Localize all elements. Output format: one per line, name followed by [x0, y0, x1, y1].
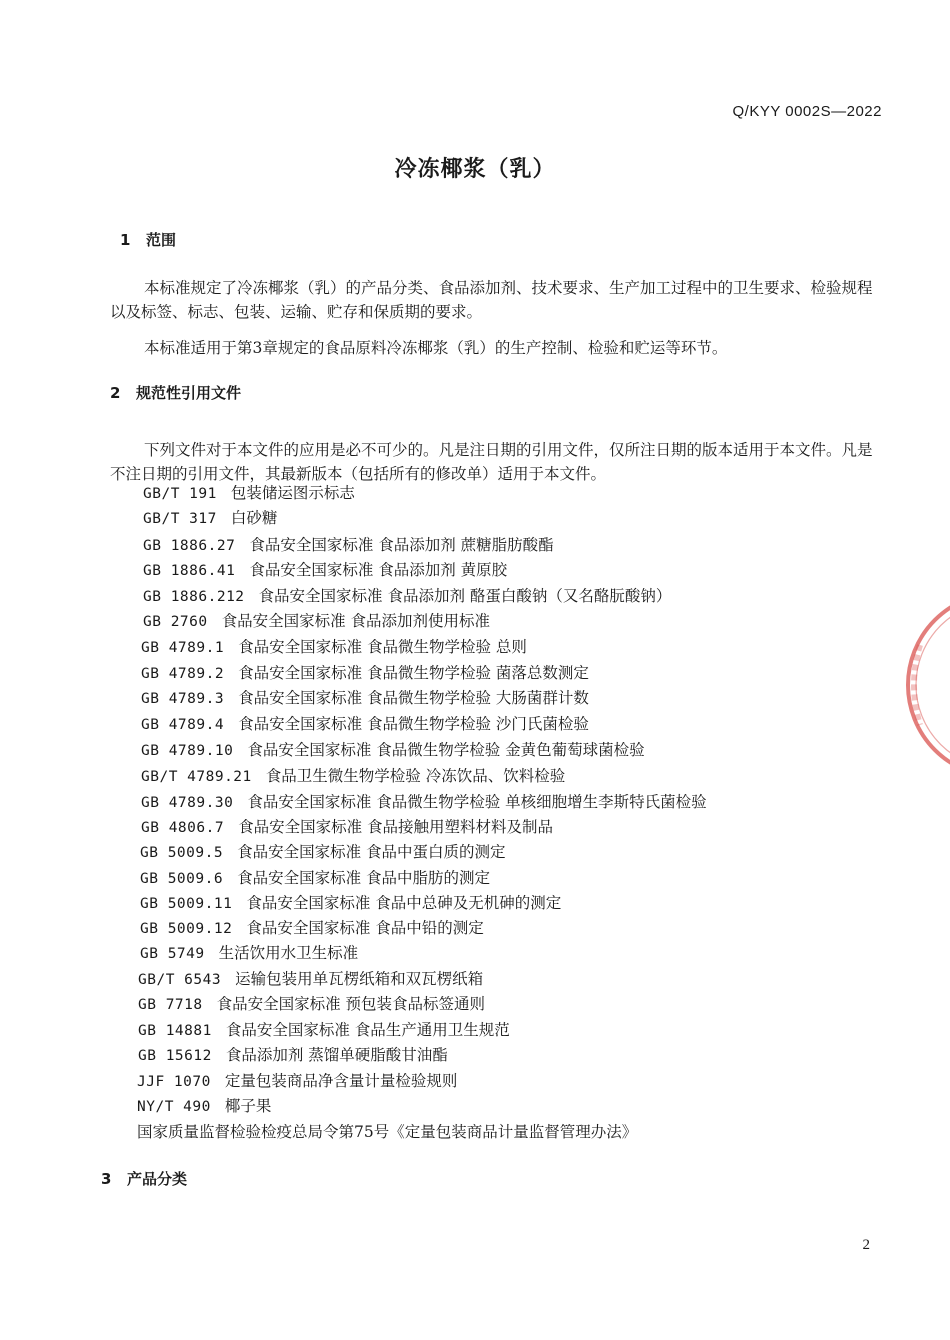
- section-title: 规范性引用文件: [136, 384, 242, 402]
- section-title: 范围: [146, 231, 177, 249]
- reference-item: GB/T 317 白砂糖: [143, 509, 278, 527]
- reference-item: GB 5009.5 食品安全国家标准 食品中蛋白质的测定: [140, 843, 506, 861]
- document-code: Q/KYY 0002S—2022: [732, 103, 882, 120]
- reference-item: GB 2760 食品安全国家标准 食品添加剂使用标准: [143, 612, 491, 630]
- reference-item: GB 4789.10 食品安全国家标准 食品微生物学检验 金黄色葡萄球菌检验: [141, 741, 645, 759]
- reference-item: GB/T 191 包装储运图示标志: [143, 484, 355, 502]
- reference-item: GB 1886.27 食品安全国家标准 食品添加剂 蔗糖脂肪酸酯: [143, 536, 554, 554]
- reference-item: GB 4789.4 食品安全国家标准 食品微生物学检验 沙门氏菌检验: [141, 715, 589, 733]
- reference-item: GB 4789.3 食品安全国家标准 食品微生物学检验 大肠菌群计数: [141, 689, 589, 707]
- scope-paragraph-2: 本标准适用于第3章规定的食品原料冷冻椰浆（乳）的生产控制、检验和贮运等环节。: [144, 339, 728, 357]
- reference-item: 国家质量监督检验检疫总局令第75号《定量包装商品计量监督管理办法》: [137, 1123, 638, 1141]
- reference-item: GB 15612 食品添加剂 蒸馏单硬脂酸甘油酯: [138, 1046, 448, 1064]
- reference-item: GB/T 4789.21 食品卫生微生物学检验 冷冻饮品、饮料检验: [141, 767, 566, 785]
- reference-item: NY/T 490 椰子果: [137, 1097, 272, 1115]
- reference-item: GB/T 6543 运输包装用单瓦楞纸箱和双瓦楞纸箱: [138, 970, 484, 988]
- section-number: 1: [120, 231, 131, 249]
- section-number: 3: [101, 1170, 112, 1188]
- reference-item: GB 14881 食品安全国家标准 食品生产通用卫生规范: [138, 1021, 510, 1039]
- scope-paragraph-1: 本标准规定了冷冻椰浆（乳）的产品分类、食品添加剂、技术要求、生产加工过程中的卫生要求、检验规程以及标签、标志、包装、运输、贮存和保质期的要求。: [110, 279, 873, 321]
- reference-item: GB 5009.11 食品安全国家标准 食品中总砷及无机砷的测定: [140, 894, 562, 912]
- reference-item: GB 1886.41 食品安全国家标准 食品添加剂 黄原胶: [143, 561, 508, 579]
- reference-item: GB 5009.6 食品安全国家标准 食品中脂肪的测定: [140, 869, 491, 887]
- document-title: 冷冻椰浆（乳）: [394, 157, 556, 182]
- section-heading-scope: [120, 229, 176, 250]
- reference-item: JJF 1070 定量包装商品净含量计量检验规则: [137, 1072, 458, 1090]
- reference-item: GB 5009.12 食品安全国家标准 食品中铅的测定: [140, 919, 484, 937]
- reference-item: GB 1886.212 食品安全国家标准 食品添加剂 酪蛋白酸钠（又名酪朊酸钠）: [143, 587, 672, 605]
- reference-item: GB 4789.1 食品安全国家标准 食品微生物学检验 总则: [141, 638, 527, 656]
- section-heading-normative-references: [110, 382, 241, 403]
- official-seal-stamp: [900, 585, 950, 785]
- reference-item: GB 4789.30 食品安全国家标准 食品微生物学检验 单核细胞增生李斯特氏菌检验: [141, 793, 707, 811]
- reference-item: GB 4789.2 食品安全国家标准 食品微生物学检验 菌落总数测定: [141, 664, 589, 682]
- reference-item: GB 5749 生活饮用水卫生标准: [140, 944, 359, 962]
- page-number: 2: [862, 1237, 870, 1253]
- reference-item: GB 4806.7 食品安全国家标准 食品接触用塑料材料及制品: [141, 818, 554, 836]
- references-intro: 下列文件对于本文件的应用是必不可少的。凡是注日期的引用文件，仅所注日期的版本适用于本文件。凡是不注日期的引用文件，其最新版本（包括所有的修改单）适用于本文件。: [110, 441, 873, 483]
- section-heading-product-classification: [101, 1168, 187, 1189]
- section-number: 2: [110, 384, 121, 402]
- section-title: 产品分类: [127, 1170, 188, 1188]
- reference-item: GB 7718 食品安全国家标准 预包装食品标签通则: [138, 995, 486, 1013]
